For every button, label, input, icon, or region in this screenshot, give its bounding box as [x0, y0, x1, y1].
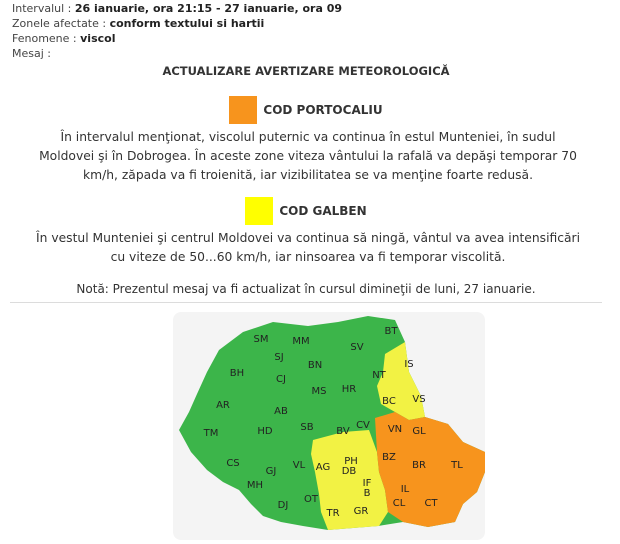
county-label-vl: VL [292, 460, 306, 471]
message-row [12, 47, 51, 61]
yellow-line: cu viteze de 50...60 km/h, iar ninsoarea va fi temporar viscolită. [110, 250, 506, 264]
county-label-tl: TL [451, 460, 463, 471]
county-label-is: IS [404, 359, 414, 370]
county-label-bz: BZ [382, 452, 396, 463]
orange-line: În intervalul menţionat, viscolul puternic va continua în estul Munteniei, în sudul [60, 130, 556, 144]
orange-line: km/h, zăpada va fi troienită, iar vizibilitatea se va menţine foarte redusă. [82, 168, 534, 182]
yellow-line: În vestul Munteniei şi centrul Moldovei va continua să ningă, vântul va avea intensificări [36, 231, 580, 245]
county-label-gr: GR [353, 506, 369, 517]
yellow-swatch [245, 197, 273, 225]
county-label-cl: CL [392, 498, 406, 509]
orange-swatch [229, 96, 257, 124]
county-label-vn: VN [387, 424, 403, 435]
phenomena-value: viscol [80, 32, 116, 45]
county-label-bn: BN [307, 360, 323, 371]
county-label-db: DB [341, 466, 357, 477]
county-label-mm: MM [292, 336, 310, 347]
message-label: Mesaj : [12, 47, 51, 60]
orange-paragraph [10, 128, 606, 185]
county-label-sv: SV [350, 342, 364, 353]
county-label-cs: CS [226, 458, 240, 469]
phenomena-label: Fenomene : [12, 32, 81, 45]
interval-row [12, 2, 342, 16]
county-label-bc: BC [382, 396, 396, 407]
county-label-sj: SJ [274, 352, 284, 363]
county-label-ot: OT [304, 494, 318, 505]
county-label-vs: VS [412, 394, 426, 405]
zones-label: Zonele afectate : [12, 17, 110, 30]
interval-value: 26 ianuarie, ora 21:15 - 27 ianuarie, ora 09 [74, 2, 343, 15]
zones-value: conform textului si hartii [109, 17, 265, 30]
county-label-nt: NT [372, 370, 386, 381]
zones-row [12, 17, 264, 31]
page-title: ACTUALIZARE AVERTIZARE METEOROLOGICĂ [162, 64, 450, 78]
county-label-dj: DJ [277, 500, 289, 511]
interval-label: Intervalul : [12, 2, 75, 15]
warning-map [173, 312, 485, 540]
orange-line: Moldovei şi în Dobrogea. În aceste zone viteza vântului la rafală va depăşi temporar 70 [39, 149, 577, 163]
county-label-bh: BH [229, 368, 245, 379]
yellow-code-heading [0, 197, 612, 225]
county-label-hd: HD [257, 426, 273, 437]
county-label-b: B [363, 488, 371, 499]
county-label-gl: GL [412, 426, 426, 437]
county-label-ph: PH [344, 456, 358, 467]
county-label-tr: TR [326, 508, 340, 519]
orange-code-heading [0, 96, 612, 124]
update-note: Notă: Prezentul mesaj va fi actualizat în cursul dimineţii de luni, 27 ianuarie. [76, 282, 536, 296]
romania-map [173, 312, 485, 540]
county-label-mh: MH [246, 480, 264, 491]
county-label-hr: HR [341, 384, 357, 395]
phenomena-row [12, 32, 115, 46]
county-label-cj: CJ [276, 374, 286, 385]
county-label-ms: MS [311, 386, 327, 397]
county-label-br: BR [412, 460, 426, 471]
divider [10, 302, 602, 303]
county-label-tm: TM [203, 428, 219, 439]
county-label-ct: CT [424, 498, 438, 509]
county-label-il: IL [400, 484, 410, 495]
orange-code-label: COD PORTOCALIU [263, 103, 383, 117]
county-label-bt: BT [384, 326, 398, 337]
county-label-sm: SM [253, 334, 269, 345]
yellow-paragraph [10, 229, 606, 267]
county-label-bv: BV [336, 426, 350, 437]
county-label-ag: AG [315, 462, 331, 473]
county-label-if: IF [362, 478, 372, 489]
county-label-ar: AR [216, 400, 230, 411]
county-label-gj: GJ [265, 466, 277, 477]
county-label-ab: AB [274, 406, 288, 417]
county-label-cv: CV [356, 420, 370, 431]
yellow-code-label: COD GALBEN [279, 204, 367, 218]
county-label-sb: SB [300, 422, 314, 433]
